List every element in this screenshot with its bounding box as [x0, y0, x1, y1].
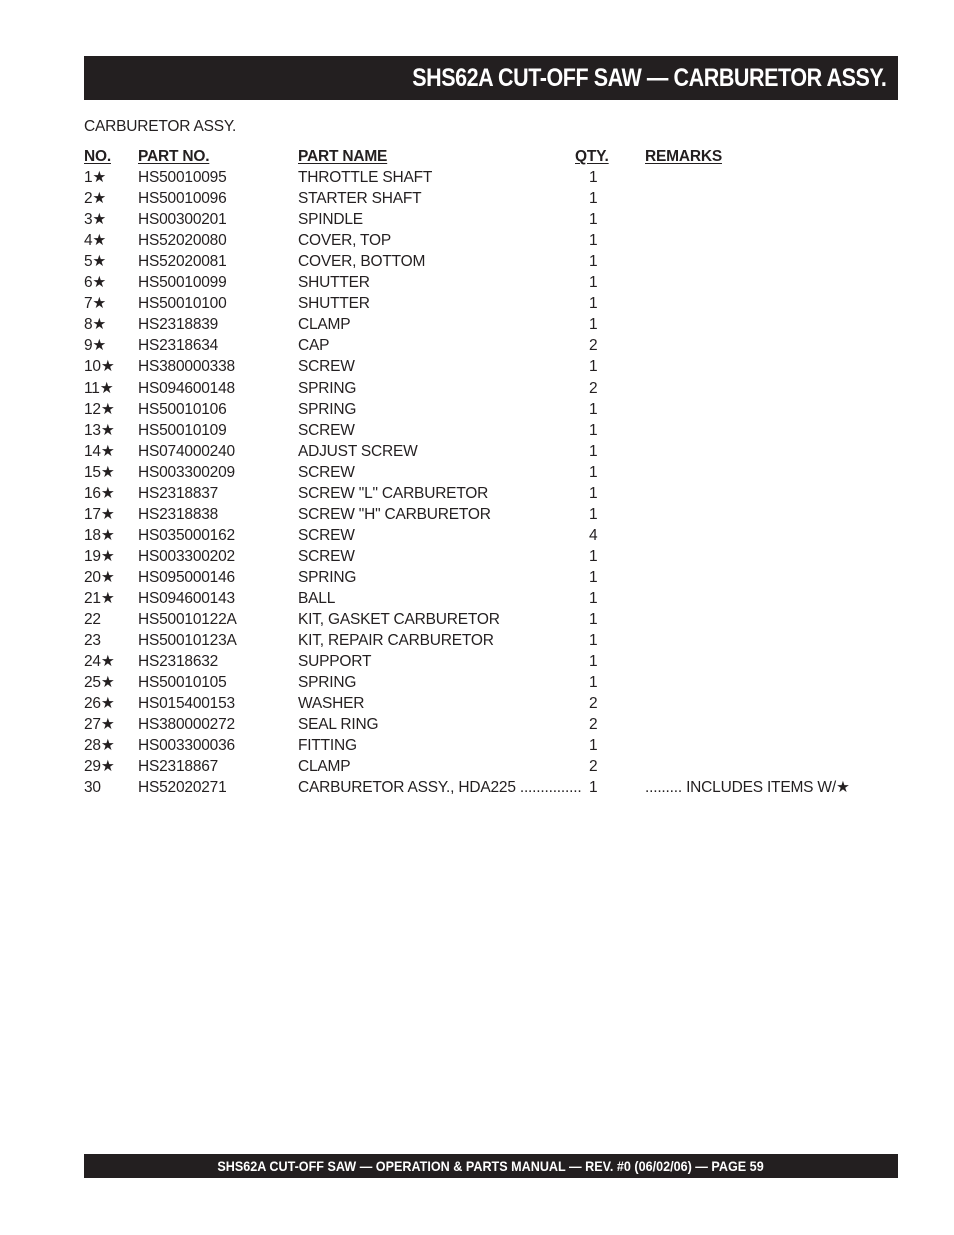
cell-qty: 2	[589, 695, 598, 713]
cell-no: 15★	[84, 463, 115, 481]
table-row	[84, 378, 864, 399]
table-row	[84, 167, 864, 188]
cell-qty: 1	[589, 421, 598, 439]
cell-part-name: KIT, GASKET CARBURETOR	[298, 611, 500, 629]
table-row	[84, 483, 864, 504]
table-row	[84, 504, 864, 525]
cell-no: 4★	[84, 232, 107, 250]
cell-part-name: THROTTLE SHAFT	[298, 169, 433, 187]
cell-qty: 1	[589, 253, 598, 271]
cell-no: 30	[84, 779, 101, 797]
cell-part-name: BALL	[298, 589, 336, 607]
cell-no: 8★	[84, 316, 107, 334]
cell-part-name: SCREW	[298, 421, 355, 439]
table-row	[84, 525, 864, 546]
cell-part-name: SCREW "L" CARBURETOR	[298, 484, 489, 502]
cell-qty: 1	[589, 611, 598, 629]
cell-no: 21★	[84, 589, 115, 607]
cell-qty: 1	[589, 232, 598, 250]
column-header-no: NO.	[84, 148, 111, 165]
table-body	[84, 167, 864, 798]
cell-no: 27★	[84, 716, 115, 734]
cell-part-no: HS50010105	[138, 674, 227, 692]
cell-qty: 1	[589, 779, 598, 797]
table-row	[84, 420, 864, 441]
cell-part-name: CLAMP	[298, 316, 351, 334]
cell-no: 26★	[84, 695, 115, 713]
cell-no: 29★	[84, 758, 115, 776]
table-header-row	[84, 146, 864, 167]
cell-part-no: HS52020081	[138, 253, 227, 271]
cell-qty: 1	[589, 211, 598, 229]
cell-qty: 1	[589, 169, 598, 187]
cell-part-name: SCREW	[298, 547, 355, 565]
cell-remarks: ......... INCLUDES ITEMS W/★	[645, 779, 850, 797]
cell-qty: 1	[589, 316, 598, 334]
cell-part-no: HS00300201	[138, 211, 227, 229]
cell-no: 1★	[84, 169, 107, 187]
column-header-qty: QTY.	[575, 148, 609, 165]
cell-part-no: HS2318837	[138, 484, 219, 502]
cell-no: 3★	[84, 211, 107, 229]
cell-part-no: HS50010096	[138, 190, 227, 208]
cell-no: 19★	[84, 547, 115, 565]
table-row	[84, 756, 864, 777]
cell-part-name: CAP	[298, 337, 330, 355]
cell-part-name: WASHER	[298, 695, 365, 713]
cell-part-no: HS074000240	[138, 442, 235, 460]
cell-part-name: CARBURETOR ASSY., HDA225 ...............	[298, 779, 582, 797]
cell-part-name: SPRING	[298, 379, 357, 397]
table-row	[84, 188, 864, 209]
table-row	[84, 251, 864, 272]
section-label: CARBURETOR ASSY.	[84, 118, 237, 135]
cell-no: 13★	[84, 421, 115, 439]
cell-qty: 2	[589, 758, 598, 776]
cell-part-name: STARTER SHAFT	[298, 190, 422, 208]
cell-part-no: HS094600143	[138, 589, 235, 607]
table-row	[84, 567, 864, 588]
cell-part-name: KIT, REPAIR CARBURETOR	[298, 632, 494, 650]
table-row	[84, 672, 864, 693]
cell-qty: 2	[589, 379, 598, 397]
cell-qty: 1	[589, 274, 598, 292]
cell-part-no: HS003300036	[138, 737, 235, 755]
table-row	[84, 777, 864, 798]
cell-part-name: ADJUST SCREW	[298, 442, 418, 460]
cell-qty: 1	[589, 589, 598, 607]
cell-part-name: SCREW	[298, 526, 355, 544]
cell-no: 18★	[84, 526, 115, 544]
table-row	[84, 588, 864, 609]
cell-part-name: SPRING	[298, 400, 357, 418]
cell-part-name: COVER, BOTTOM	[298, 253, 426, 271]
cell-qty: 1	[589, 484, 598, 502]
cell-qty: 1	[589, 653, 598, 671]
table-row	[84, 462, 864, 483]
cell-qty: 1	[589, 463, 598, 481]
page-footer: SHS62A CUT-OFF SAW — OPERATION & PARTS MANUAL — REV. #0 (06/02/06) — PAGE 59	[217, 1158, 765, 1174]
cell-part-name: CLAMP	[298, 758, 351, 776]
cell-part-no: HS094600148	[138, 379, 235, 397]
cell-no: 28★	[84, 737, 115, 755]
cell-no: 23	[84, 632, 101, 650]
cell-part-name: SPINDLE	[298, 211, 363, 229]
cell-part-name: FITTING	[298, 737, 357, 755]
cell-part-no: HS2318839	[138, 316, 219, 334]
cell-part-name: SCREW	[298, 463, 355, 481]
cell-part-name: COVER, TOP	[298, 232, 392, 250]
cell-qty: 1	[589, 632, 598, 650]
cell-no: 24★	[84, 653, 115, 671]
cell-qty: 1	[589, 568, 598, 586]
table-row	[84, 714, 864, 735]
cell-no: 20★	[84, 568, 115, 586]
table-row	[84, 230, 864, 251]
cell-no: 9★	[84, 337, 107, 355]
table-row	[84, 272, 864, 293]
cell-no: 17★	[84, 505, 115, 523]
cell-qty: 1	[589, 505, 598, 523]
cell-no: 10★	[84, 358, 115, 376]
table-row	[84, 441, 864, 462]
cell-part-no: HS50010109	[138, 421, 227, 439]
cell-part-name: SEAL RING	[298, 716, 379, 734]
table-row	[84, 546, 864, 567]
cell-qty: 1	[589, 547, 598, 565]
cell-part-name: SPRING	[298, 568, 357, 586]
table-row	[84, 693, 864, 714]
cell-part-no: HS50010095	[138, 169, 227, 187]
cell-qty: 1	[589, 295, 598, 313]
table-row	[84, 735, 864, 756]
cell-part-no: HS035000162	[138, 526, 235, 544]
cell-qty: 1	[589, 358, 598, 376]
cell-qty: 1	[589, 674, 598, 692]
table-row	[84, 651, 864, 672]
cell-no: 12★	[84, 400, 115, 418]
cell-no: 7★	[84, 295, 107, 313]
table-row	[84, 314, 864, 335]
cell-part-name: SPRING	[298, 674, 357, 692]
cell-part-no: HS095000146	[138, 568, 235, 586]
cell-no: 6★	[84, 274, 107, 292]
cell-part-no: HS2318634	[138, 337, 219, 355]
table-row	[84, 356, 864, 377]
table-row	[84, 293, 864, 314]
column-header-part-name: PART NAME	[298, 148, 388, 165]
cell-part-no: HS50010100	[138, 295, 227, 313]
cell-part-no: HS003300202	[138, 547, 235, 565]
cell-part-no: HS52020080	[138, 232, 227, 250]
column-header-part-no: PART NO.	[138, 148, 210, 165]
cell-part-name: SUPPORT	[298, 653, 372, 671]
cell-qty: 2	[589, 337, 598, 355]
cell-no: 25★	[84, 674, 115, 692]
cell-no: 22	[84, 611, 101, 629]
cell-part-no: HS50010122A	[138, 611, 237, 629]
cell-qty: 1	[589, 190, 598, 208]
cell-part-no: HS50010099	[138, 274, 227, 292]
cell-part-no: HS380000338	[138, 358, 235, 376]
page-title: SHS62A CUT-OFF SAW — CARBURETOR ASSY.	[411, 63, 886, 92]
cell-part-no: HS2318632	[138, 653, 219, 671]
cell-part-no: HS2318838	[138, 505, 219, 523]
cell-part-no: HS50010106	[138, 400, 227, 418]
parts-table	[84, 146, 864, 798]
cell-part-name: SHUTTER	[298, 295, 370, 313]
cell-qty: 2	[589, 716, 598, 734]
table-row	[84, 630, 864, 651]
table-row	[84, 335, 864, 356]
cell-qty: 1	[589, 737, 598, 755]
cell-no: 14★	[84, 442, 115, 460]
table-row	[84, 209, 864, 230]
cell-no: 5★	[84, 253, 107, 271]
cell-no: 11★	[84, 379, 114, 397]
page-footer-bar	[84, 1154, 898, 1178]
cell-qty: 1	[589, 400, 598, 418]
page-title-bar	[84, 56, 898, 100]
cell-no: 16★	[84, 484, 115, 502]
table-row	[84, 609, 864, 630]
cell-part-name: SHUTTER	[298, 274, 370, 292]
cell-part-no: HS52020271	[138, 779, 227, 797]
cell-qty: 1	[589, 442, 598, 460]
cell-part-name: SCREW	[298, 358, 355, 376]
cell-part-no: HS015400153	[138, 695, 235, 713]
column-header-remarks: REMARKS	[645, 148, 722, 165]
cell-part-no: HS380000272	[138, 716, 235, 734]
cell-qty: 4	[589, 526, 598, 544]
cell-part-no: HS50010123A	[138, 632, 237, 650]
cell-part-name: SCREW "H" CARBURETOR	[298, 505, 491, 523]
table-row	[84, 399, 864, 420]
cell-part-no: HS003300209	[138, 463, 235, 481]
cell-part-no: HS2318867	[138, 758, 219, 776]
cell-no: 2★	[84, 190, 107, 208]
